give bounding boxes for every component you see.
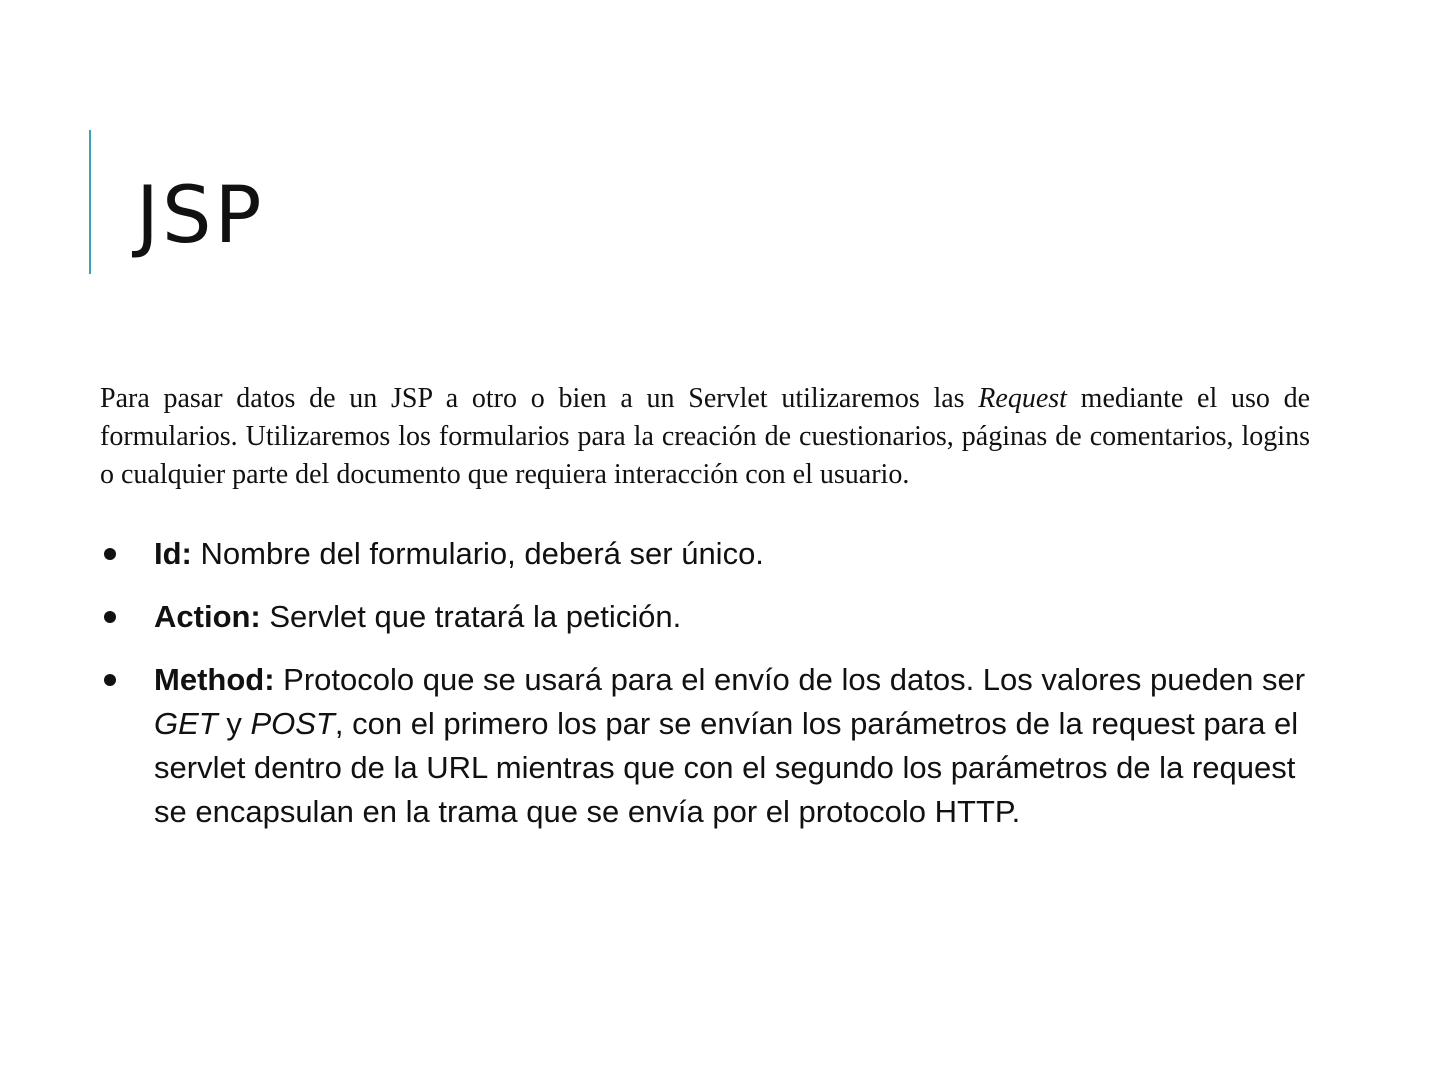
list-item-text: Servlet que tratará la petición. [260, 599, 682, 634]
list-item-text: , con el primero los par se envían los parámetros de la request para el servlet dentro de la URL mientras que con el segundo los parámetros de la request se encapsulan en la trama que se envía por el protocolo HTTP. [154, 706, 1299, 829]
list-item-label: Id: [154, 536, 192, 571]
list-item-action [100, 595, 1310, 639]
list-item-text: Protocolo que se usará para el envío de los datos. Los valores pueden ser [274, 662, 1306, 697]
list-item-method [100, 658, 1310, 834]
method-post: POST [250, 706, 335, 741]
intro-emphasis-request: Request [978, 383, 1067, 414]
slide-title: JSP [136, 171, 265, 261]
intro-text-end: mediante el uso de formularios. Utilizaremos los formularios para la creación de cuestionarios, páginas de comentarios, logins o cualquier parte del documento que requiera interacción con el usuario. [100, 383, 1311, 490]
list-item-label: Action: [154, 599, 261, 634]
list-item-text: Nombre del formulario, deberá ser único. [191, 536, 764, 571]
bullet-dot-icon [104, 674, 116, 686]
list-item-text: y [217, 706, 251, 741]
list-item-label: Method: [154, 662, 275, 697]
list-item-id [100, 532, 1310, 576]
method-get: GET [154, 706, 218, 741]
bullet-dot-icon [104, 611, 116, 623]
intro-paragraph [100, 380, 1310, 494]
intro-text-start: Para pasar datos de un JSP a otro o bien a un Servlet utilizaremos las [100, 383, 979, 414]
bullet-dot-icon [104, 548, 116, 560]
form-attributes-list [100, 532, 1310, 853]
title-accent-bar [89, 130, 91, 274]
